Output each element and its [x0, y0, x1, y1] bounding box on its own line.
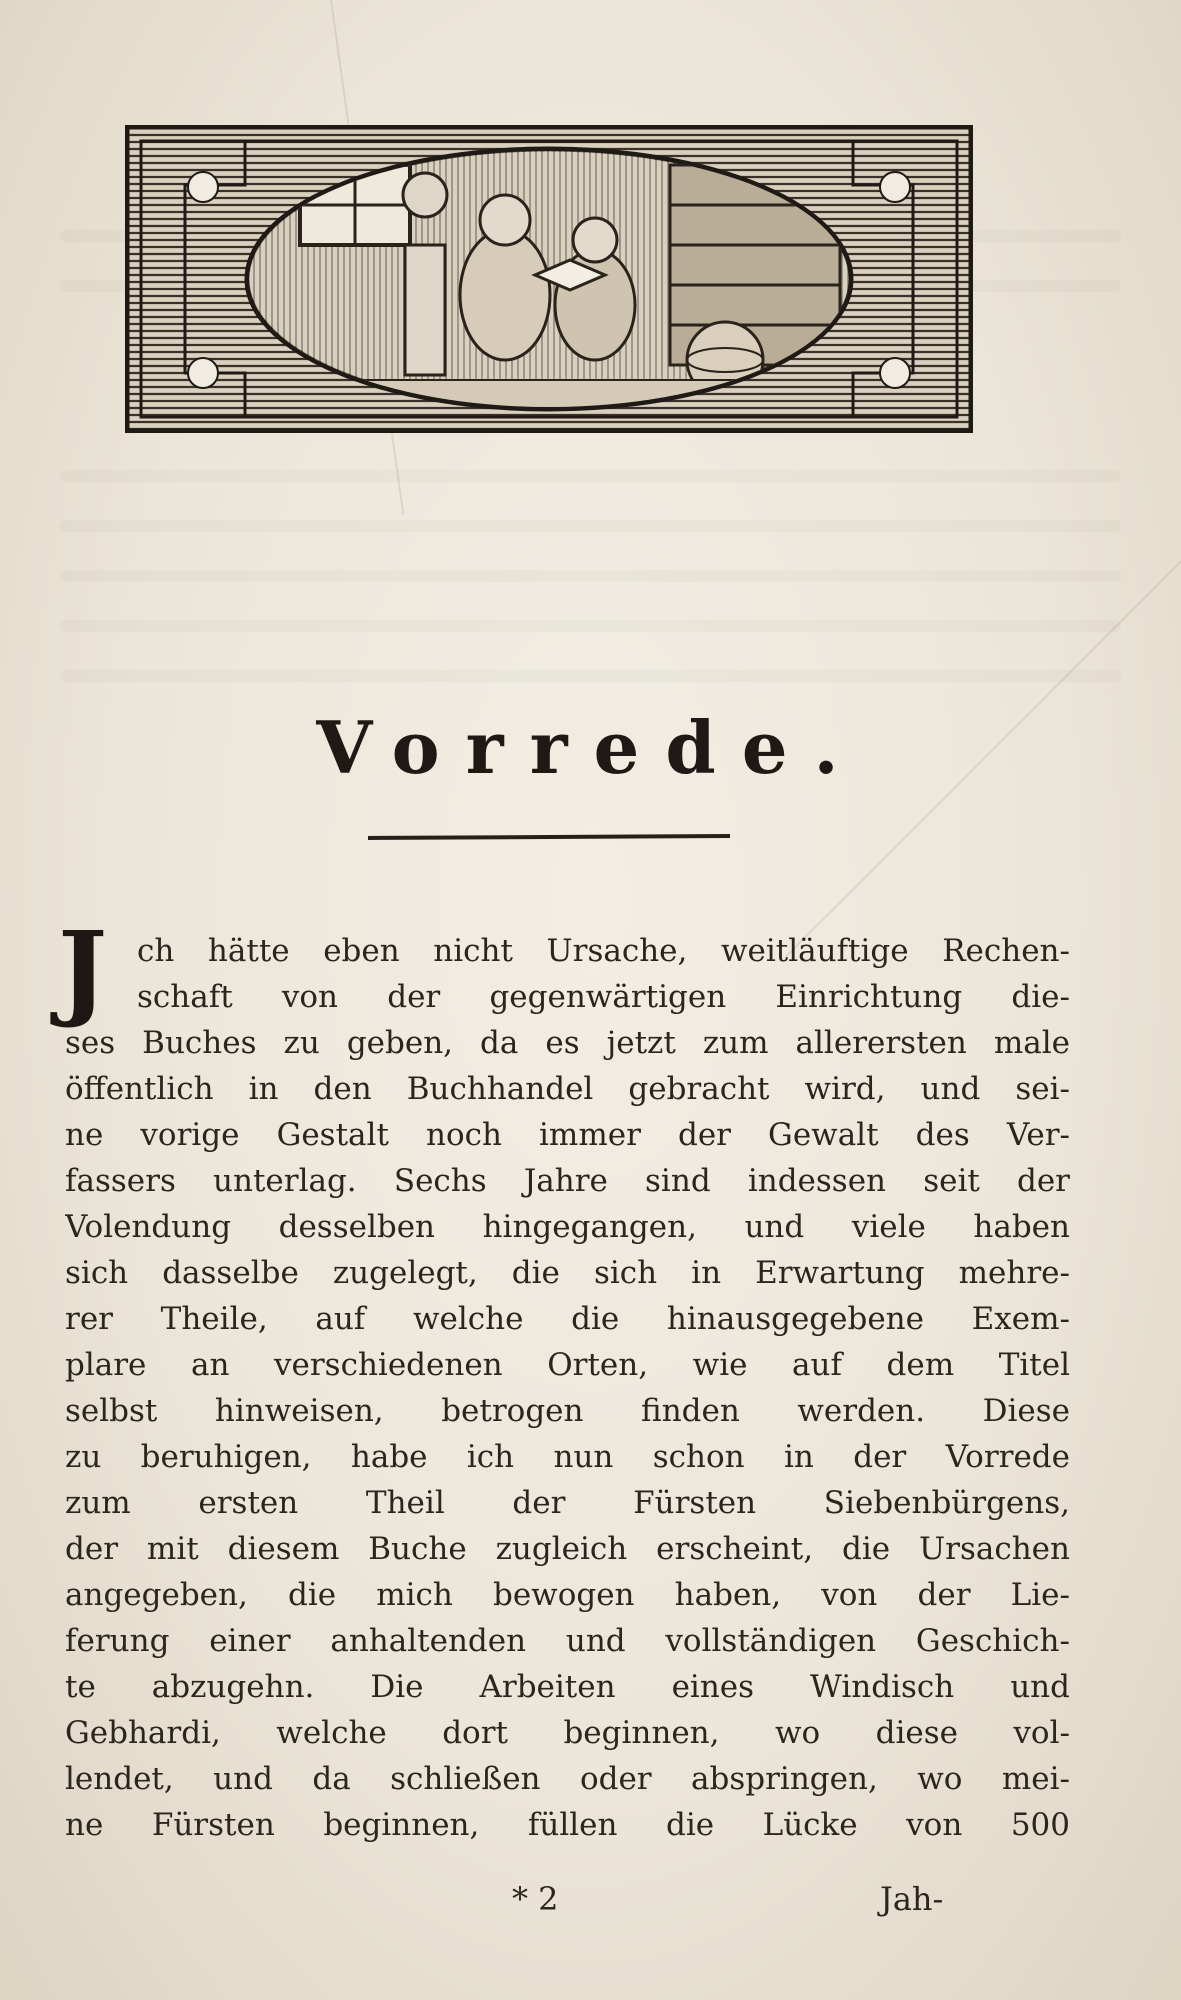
text-line: zum ersten Theil der Fürsten Siebenbürgens,	[65, 1485, 1070, 1521]
text-line: rer Theile, auf welche die hinausgegebene Exem-	[65, 1301, 1070, 1337]
show-through	[60, 470, 1121, 482]
drop-cap: J	[58, 908, 108, 1031]
show-through	[60, 520, 1121, 532]
text-line: angegeben, die mich bewogen haben, von der Lie-	[65, 1577, 1070, 1613]
text-line: ferung einer anhaltenden und vollständigen Geschich-	[65, 1623, 1070, 1659]
text-line: lendet, und da schließen oder abspringen, wo mei-	[65, 1761, 1070, 1797]
text-line: ne Fürsten beginnen, füllen die Lücke von 500	[65, 1807, 1070, 1843]
text-line: plare an verschiedenen Orten, wie auf dem Titel	[65, 1347, 1070, 1383]
text-line: ne vorige Gestalt noch immer der Gewalt des Ver-	[65, 1117, 1070, 1153]
text-line: Volendung desselben hingegangen, und viele haben	[65, 1209, 1070, 1245]
signature-mark: * 2	[512, 1880, 559, 1918]
woodcut-headpiece	[125, 125, 973, 433]
text-line: öffentlich in den Buchhandel gebracht wird, und sei-	[65, 1071, 1070, 1107]
page-title: Vorrede.	[316, 705, 865, 790]
show-through	[60, 570, 1121, 582]
show-through	[60, 670, 1121, 682]
text-line: sich dasselbe zugelegt, die sich in Erwartung mehre-	[65, 1255, 1070, 1291]
show-through	[60, 620, 1121, 632]
text-line: Gebhardi, welche dort beginnen, wo diese vol-	[65, 1715, 1070, 1751]
text-line: der mit diesem Buche zugleich erscheint, die Ursachen	[65, 1531, 1070, 1567]
text-line: ses Buches zu geben, da es jetzt zum allerersten male	[65, 1025, 1070, 1061]
body-text	[65, 928, 1070, 1848]
text-line: fassers unterlag. Sechs Jahre sind indessen seit der	[65, 1163, 1070, 1199]
text-line: zu beruhigen, habe ich nun schon in der Vorrede	[65, 1439, 1070, 1475]
title-rule	[368, 834, 730, 840]
text-line: schaft von der gegenwärtigen Einrichtung die-	[137, 979, 1070, 1015]
text-line: ch hätte eben nicht Ursache, weitläuftige Rechen-	[137, 933, 1070, 969]
text-line: selbst hinweisen, betrogen finden werden. Diese	[65, 1393, 1070, 1429]
text-line: te abzugehn. Die Arbeiten eines Windisch und	[65, 1669, 1070, 1705]
catchword: Jah-	[880, 1880, 944, 1918]
